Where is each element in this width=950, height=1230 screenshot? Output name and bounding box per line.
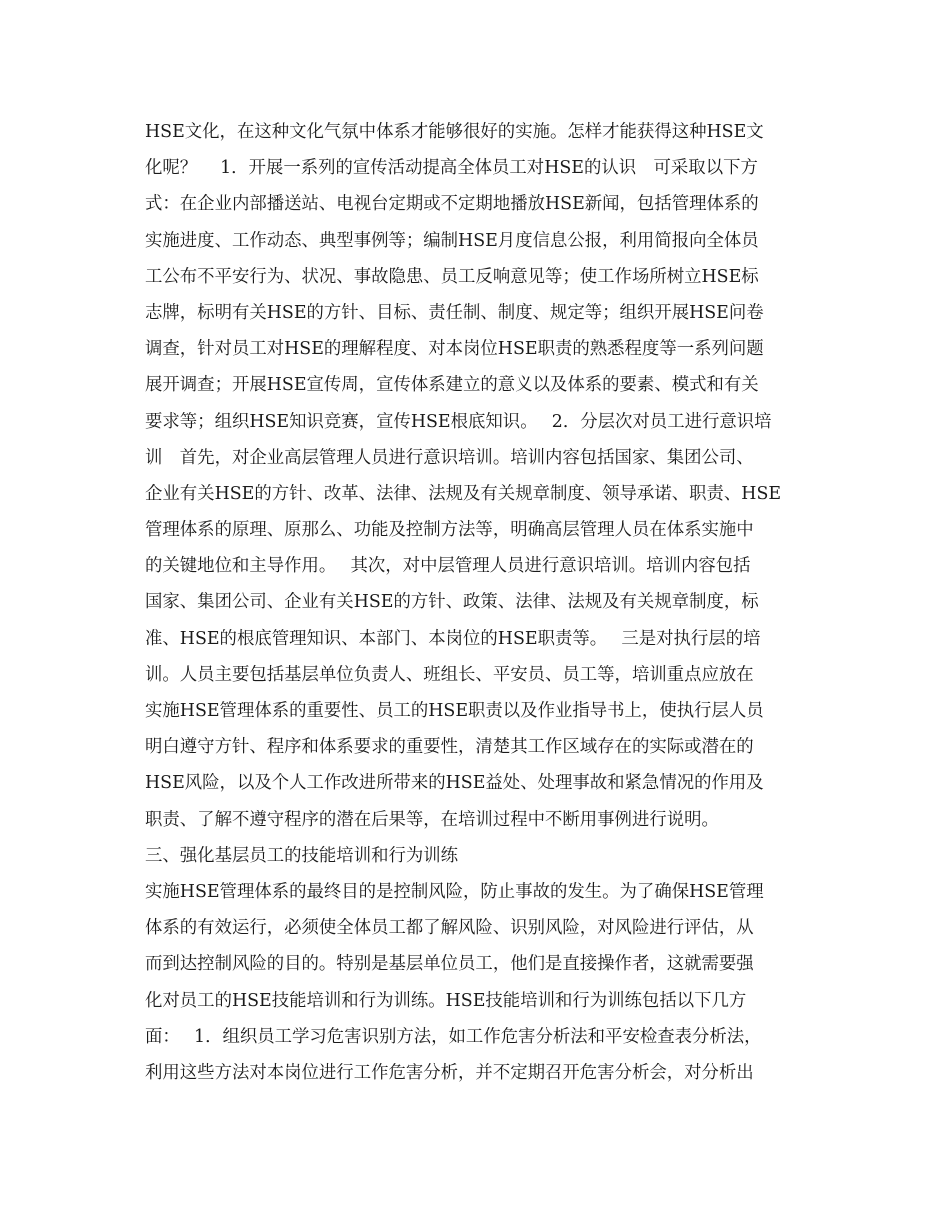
text-line-17: 实施HSE管理体系的重要性、员工的HSE职责以及作业指导书上，使执行层人员 xyxy=(145,701,764,721)
text-line-26: 面： 1．组织员工学习危害识别方法，如工作危害分析法和平安检查表分析法， xyxy=(145,1026,762,1047)
text-line-27: 利用这些方法对本岗位进行工作危害分析，并不定期召开危害分析会，对分析出 xyxy=(145,1062,754,1083)
text-line-12: 管理体系的原理、原那么、功能及控制方法等，明确高层管理人员在体系实施中 xyxy=(145,520,754,541)
text-line-11: 企业有关HSE的方针、改革、法律、法规及有关规章制度、领导承诺、职责、HSE xyxy=(145,483,782,504)
text-line-2: 化呢？ 1．开展一系列的宣传活动提高全体员工对HSE的认识 可采取以下方 xyxy=(145,158,758,179)
text-line-6: 志牌，标明有关HSE的方针、目标、责任制、制度、规定等；组织开展HSE问卷 xyxy=(145,302,764,323)
text-line-24: 而到达控制风险的目的。特别是基层单位员工，他们是直接操作者，这就需要强 xyxy=(145,954,754,975)
text-line-13: 的关键地位和主导作用。 其次，对中层管理人员进行意识培训。培训内容包括 xyxy=(145,556,751,577)
text-line-20: 职责、了解不遵守程序的潜在后果等，在培训过程中不断用事例进行说明。 xyxy=(145,809,719,830)
text-line-18: 明白遵守方针、程序和体系要求的重要性，清楚其工作区域存在的实际或潜在的 xyxy=(145,737,754,758)
text-line-19: HSE风险，以及个人工作改进所带来的HSE益处、处理事故和紧急情况的作用及 xyxy=(145,773,764,794)
text-line-10: 训 首先，对企业高层管理人员进行意识培训。培训内容包括国家、集团公司、 xyxy=(145,447,754,468)
text-line-25: 化对员工的HSE技能培训和行为训练。HSE技能培训和行为训练包括以下几方 xyxy=(145,990,747,1011)
text-line-23: 体系的有效运行，必须使全体员工都了解风险、识别风险，对风险进行评估，从 xyxy=(145,918,754,939)
section-heading: 三、强化基层员工的技能培训和行为训练 xyxy=(145,845,459,866)
text-line-5: 工公布不平安行为、状况、事故隐患、员工反响意见等；使工作场所树立HSE标 xyxy=(145,266,759,287)
text-line-16: 训。人员主要包括基层单位负责人、班组长、平安员、员工等，培训重点应放在 xyxy=(145,664,754,685)
text-line-9: 要求等；组织HSE知识竞赛，宣传HSE根底知识。 2．分层次对员工进行意识培 xyxy=(145,411,772,432)
text-line-8: 展开调查；开展HSE宣传周，宣传体系建立的意义以及体系的要素、模式和有关 xyxy=(145,375,759,396)
text-line-14: 国家、集团公司、企业有关HSE的方针、政策、法律、法规及有关规章制度，标 xyxy=(145,592,759,613)
text-line-1: HSE文化，在这种文化气氛中体系才能够很好的实施。怎样才能获得这种HSE文 xyxy=(145,122,764,142)
text-line-4: 实施进度、工作动态、典型事例等；编制HSE月度信息公报，利用简报向全体员 xyxy=(145,230,759,251)
body-text xyxy=(145,114,815,1091)
text-line-15: 准、HSE的根底管理知识、本部门、本岗位的HSE职责等。 三是对执行层的培 xyxy=(145,628,761,649)
text-line-22: 实施HSE管理体系的最终目的是控制风险，防止事故的发生。为了确保HSE管理 xyxy=(145,881,764,902)
text-line-7: 调查，针对员工对HSE的理解程度、对本岗位HSE职责的熟悉程度等一系列问题 xyxy=(145,339,764,360)
text-line-3: 式：在企业内部播送站、电视台定期或不定期地播放HSE新闻，包括管理体系的 xyxy=(145,194,759,215)
